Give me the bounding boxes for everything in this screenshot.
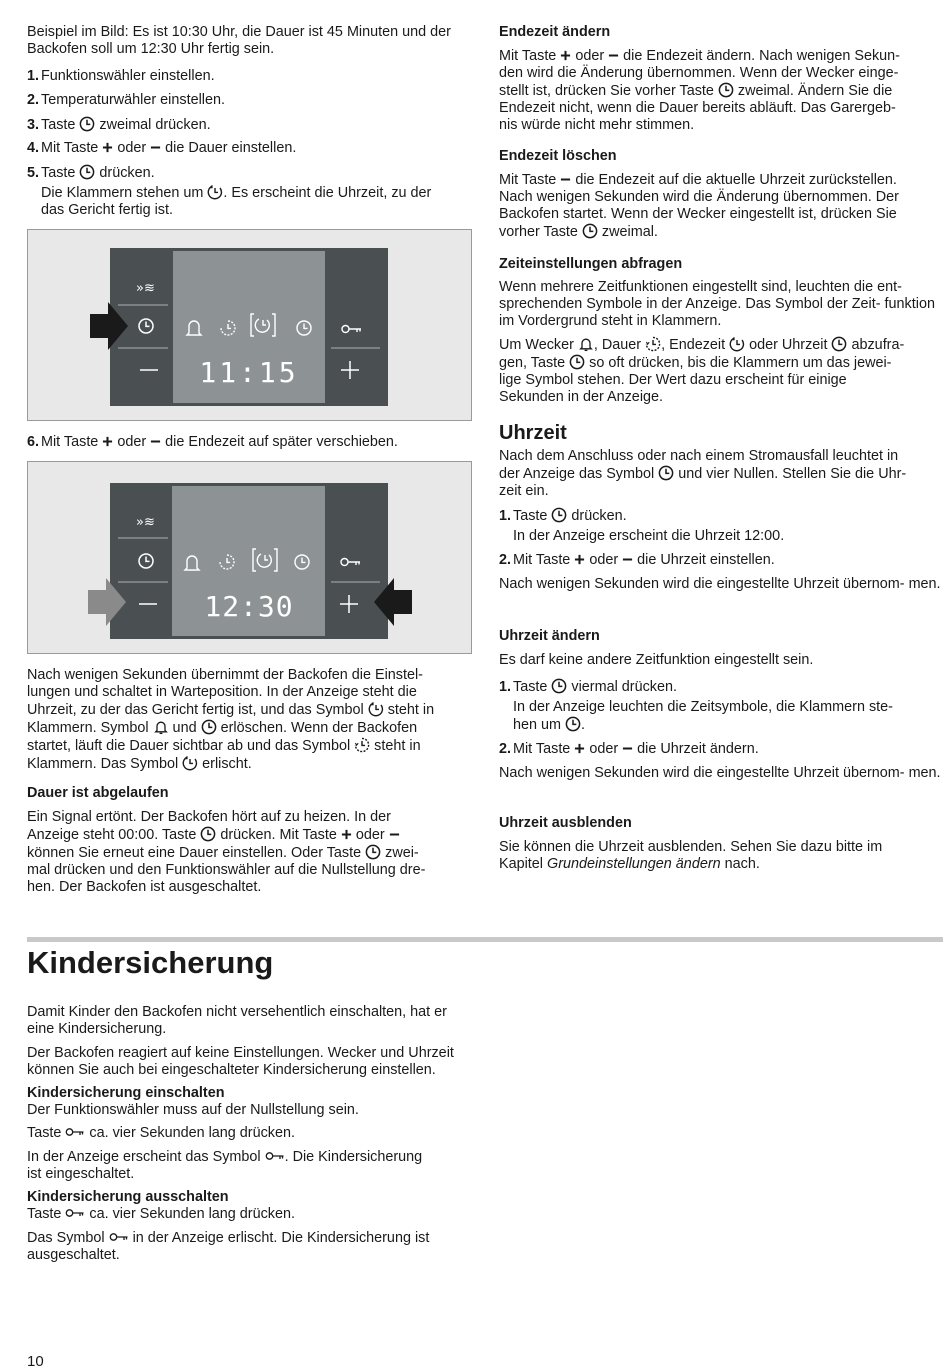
text: viermal drücken. <box>567 679 677 695</box>
section-title: Uhrzeit <box>499 422 567 444</box>
text: erlöschen. Wenn der Backofen <box>216 720 418 736</box>
uhrzeit-section <box>499 421 945 593</box>
plus-icon <box>574 743 585 754</box>
step-subtext: Die Klammern stehen um <box>41 185 208 201</box>
end-time-icon <box>207 184 223 200</box>
section-heading: Endezeit löschen <box>499 148 617 164</box>
text-line <box>27 1230 473 1247</box>
text-line: nis würde nicht mehr stimmen. <box>499 117 695 133</box>
text-line: lungen und schaltet in Warteposition. In der Anzeige steht die <box>27 684 417 700</box>
step-6 <box>27 434 473 451</box>
text: drücken. Mit Taste <box>216 827 341 843</box>
minus-icon <box>150 436 161 447</box>
section-heading: Endezeit ändern <box>499 24 611 40</box>
section-heading: Dauer ist abgelaufen <box>27 785 169 801</box>
text: nach. <box>720 856 760 872</box>
text-line: Endezeit nicht, wenn die Dauer bereits abläuft. Das Garergeb- <box>499 100 896 116</box>
step-text: oder <box>113 434 151 450</box>
text-line: Nach wenigen Sekunden wird die Änderung übernommen. Der <box>499 189 899 205</box>
text-line <box>27 737 473 755</box>
text-line <box>27 844 473 862</box>
text: oder <box>585 741 623 757</box>
end-time-icon <box>729 336 745 352</box>
text: Um Wecker <box>499 337 578 353</box>
step-5 <box>27 164 155 182</box>
text: so oft drücken, bis die Klammern um das jewei- <box>585 355 892 371</box>
minus-icon <box>389 829 400 840</box>
clock-icon <box>201 719 217 735</box>
step-number: 6. <box>27 434 40 450</box>
text: und <box>168 720 201 736</box>
text-paragraph: Damit Kinder den Backofen nicht versehentlich einschalten, hat er eine Kindersicherung. <box>27 1004 447 1037</box>
text: Mit Taste <box>499 48 561 64</box>
text: oder <box>571 48 609 64</box>
zeit-abfragen-section <box>499 256 945 406</box>
endezeit-loeschen-section <box>499 148 945 241</box>
step-number: 4. <box>27 140 40 156</box>
text: Anzeige steht 00:00. Taste <box>27 827 201 843</box>
kindersicherung-section <box>27 1004 473 1264</box>
text: , Endezeit <box>661 337 730 353</box>
key-icon <box>265 1150 285 1162</box>
section-heading: Uhrzeit ausblenden <box>499 815 632 831</box>
text-line <box>499 354 945 372</box>
step-subtext: In der Anzeige leuchten die Zeitsymbole, die Klammern ste- <box>513 699 893 715</box>
text-paragraph: Der Backofen reagiert auf keine Einstellungen. Wecker und Uhrzeit können Sie auch bei eingeschalteter Kindersicherung einstellen. <box>27 1045 454 1078</box>
text-line: Backofen startet. Wenn der Wecker eingestellt ist, drücken Sie <box>499 206 897 222</box>
text: steht in <box>370 738 421 754</box>
text: , Dauer <box>593 337 646 353</box>
text-line <box>499 223 945 241</box>
step-text: drücken. <box>95 165 155 181</box>
text: In der Anzeige erscheint das Symbol <box>27 1149 265 1165</box>
chapter-title: Kindersicherung <box>27 945 274 980</box>
text: zweimal. <box>597 224 658 240</box>
text-line <box>27 1125 473 1142</box>
steam-icon: »≋ <box>136 515 155 530</box>
text-line <box>27 826 473 844</box>
text: zwei- <box>381 845 419 861</box>
duration-icon <box>645 336 661 352</box>
text-line <box>27 719 473 737</box>
plus-icon <box>102 142 113 153</box>
step-number: 3. <box>27 117 40 133</box>
text-line <box>499 856 945 873</box>
text: Kapitel <box>499 856 547 872</box>
clock-icon <box>551 507 567 523</box>
clock-icon <box>200 826 216 842</box>
panel-graphic <box>28 462 471 653</box>
minus-icon <box>622 554 633 565</box>
text-line <box>27 1149 473 1166</box>
clock-icon <box>79 116 95 132</box>
clock-icon <box>718 82 734 98</box>
step-4 <box>27 140 296 157</box>
text-line <box>27 1206 473 1223</box>
clock-icon <box>365 844 381 860</box>
uhrzeit-ausblenden-section <box>499 815 945 873</box>
text: gen, Taste <box>499 355 570 371</box>
text: die Uhrzeit ändern. <box>633 741 759 757</box>
text: Klammern. Symbol <box>27 720 153 736</box>
text-line: Der Funktionswähler muss auf der Nullstellung sein. <box>27 1102 359 1118</box>
step-number: 1. <box>499 679 512 695</box>
key-icon <box>65 1126 85 1138</box>
text: Taste <box>513 508 552 524</box>
text-line: zeit ein. <box>499 483 549 499</box>
text: Das Symbol <box>27 1230 109 1246</box>
intro-text: Beispiel im Bild: Es ist 10:30 Uhr, die Dauer ist 45 Minuten und der Backofen soll um 12:30 Uhr fertig sein. <box>27 24 451 57</box>
step-number: 5. <box>27 165 40 181</box>
step-number: 1. <box>27 68 40 84</box>
text: die Uhrzeit einstellen. <box>633 552 775 568</box>
step-text: Taste <box>41 117 80 133</box>
step-number: 1. <box>499 508 512 524</box>
clock-icon <box>582 223 598 239</box>
step-subtext <box>499 716 945 734</box>
text: ca. vier Sekunden lang drücken. <box>85 1125 295 1141</box>
clock-icon <box>831 336 847 352</box>
section-heading: Zeiteinstellungen abfragen <box>499 256 683 272</box>
text: der Anzeige das Symbol <box>499 466 659 482</box>
text-line <box>27 755 473 773</box>
text: Klammern. Das Symbol <box>27 756 183 772</box>
text: Uhrzeit, zu der das Gericht fertig ist, und das Symbol <box>27 702 368 718</box>
key-icon <box>65 1207 85 1219</box>
minus-icon <box>150 142 161 153</box>
text-line <box>499 336 945 354</box>
step-subtext: In der Anzeige erscheint die Uhrzeit 12:00. <box>513 528 785 544</box>
end-time-icon <box>368 701 384 717</box>
text-line: Nach wenigen Sekunden übernimmt der Backofen die Einstel- <box>27 667 423 683</box>
step-text: Mit Taste <box>41 140 103 156</box>
text: und vier Nullen. Stellen Sie die Uhr- <box>674 466 907 482</box>
text: startet, läuft die Dauer sichtbar ab und das Symbol <box>27 738 355 754</box>
text: oder <box>351 827 389 843</box>
text: ca. vier Sekunden lang drücken. <box>85 1206 295 1222</box>
step-text: Funktionswähler einstellen. <box>41 68 215 84</box>
text-line: ist eingeschaltet. <box>27 1166 135 1182</box>
text: . <box>581 717 585 733</box>
clock-icon <box>565 716 581 732</box>
text: . Die Kindersicherung <box>284 1149 423 1165</box>
step-subtext: das Gericht fertig ist. <box>41 202 173 218</box>
text: Mit Taste <box>513 741 575 757</box>
plus-icon <box>341 829 352 840</box>
text-line: Sie können die Uhrzeit ausblenden. Sehen Sie dazu bitte im <box>499 839 883 855</box>
control-panel-illustration-2 <box>27 461 472 654</box>
section-divider <box>27 937 943 942</box>
text: stellt ist, drücken Sie vorher Taste <box>499 83 718 99</box>
minus-icon <box>560 174 571 185</box>
panel-graphic <box>28 230 471 420</box>
steam-icon: »≋ <box>136 281 155 296</box>
minus-icon <box>608 50 619 61</box>
clock-icon <box>658 465 674 481</box>
end-time-icon <box>182 755 198 771</box>
text-paragraph: Nach wenigen Sekunden wird die eingestellte Uhrzeit übernom- men. <box>499 765 941 781</box>
text: in der Anzeige erlischt. Die Kindersicherung ist <box>128 1230 430 1246</box>
text: abzufra- <box>847 337 905 353</box>
text-line: Es darf keine andere Zeitfunktion eingestellt sein. <box>499 652 814 668</box>
step-2 <box>27 92 225 109</box>
text-line: Nach dem Anschluss oder nach einem Stromausfall leuchtet in <box>499 448 899 464</box>
text: oder <box>585 552 623 568</box>
step-2 <box>499 552 945 569</box>
plus-icon <box>560 50 571 61</box>
step-5-sub <box>27 184 431 219</box>
text: Taste <box>513 679 552 695</box>
text-paragraph: Nach wenigen Sekunden wird die eingestellte Uhrzeit übernom- men. <box>499 576 941 592</box>
step-text: Temperaturwähler einstellen. <box>41 92 225 108</box>
kindersicherung-title <box>27 945 627 981</box>
text-line <box>27 701 473 719</box>
text: die Endezeit ändern. Nach wenigen Sekun- <box>619 48 900 64</box>
plus-icon <box>102 436 113 447</box>
text-line <box>499 48 945 65</box>
step-text: Mit Taste <box>41 434 103 450</box>
text-line: mal drücken und den Funktionswähler auf die Nullstellung dre- <box>27 862 426 878</box>
page-number: 10 <box>27 1353 44 1370</box>
text-line <box>499 465 945 483</box>
step-1 <box>499 678 945 696</box>
step-1 <box>27 68 215 85</box>
after-settings-paragraph <box>27 667 473 773</box>
step-number: 2. <box>499 741 512 757</box>
step-number: 2. <box>499 552 512 568</box>
display-time: 11:15 <box>199 356 299 389</box>
step-3 <box>27 116 211 134</box>
chapter-reference: Grundeinstellungen ändern <box>547 856 721 872</box>
text-line <box>499 82 945 100</box>
step-2 <box>499 741 945 758</box>
step-subtext: . Es erscheint die Uhrzeit, zu der <box>223 185 432 201</box>
text-line: den wird die Änderung übernommen. Wenn der Wecker einge- <box>499 65 899 81</box>
duration-icon <box>354 737 370 753</box>
step-text: die Endezeit auf später verschieben. <box>161 434 398 450</box>
step-text: die Dauer einstellen. <box>161 140 297 156</box>
text: vorher Taste <box>499 224 582 240</box>
text: Taste <box>27 1206 66 1222</box>
uhrzeit-aendern-section <box>499 628 945 782</box>
step-text: oder <box>113 140 151 156</box>
step-text: zweimal drücken. <box>95 117 211 133</box>
section-heading: Kindersicherung ausschalten <box>27 1189 229 1205</box>
intro-paragraph <box>27 24 473 58</box>
text: zweimal. Ändern Sie die <box>733 83 893 99</box>
endezeit-aendern-section <box>499 24 945 134</box>
dauer-section <box>27 785 473 896</box>
bell-icon <box>153 719 169 735</box>
text-line: hen. Der Backofen ist ausgeschaltet. <box>27 879 262 895</box>
text-line: ausgeschaltet. <box>27 1247 120 1263</box>
text: hen um <box>513 717 565 733</box>
text: erlischt. <box>198 756 252 772</box>
clock-icon <box>79 164 95 180</box>
plus-icon <box>574 554 585 565</box>
text: die Endezeit auf die aktuelle Uhrzeit zurückstellen. <box>571 172 897 188</box>
step-text: Taste <box>41 165 80 181</box>
text: oder Uhrzeit <box>745 337 832 353</box>
display-time: 12:30 <box>204 590 294 623</box>
minus-icon <box>622 743 633 754</box>
text-line: lige Symbol stehen. Der Wert dazu erscheint für einige <box>499 372 847 388</box>
text: können Sie erneut eine Dauer einstellen. Oder Taste <box>27 845 366 861</box>
key-icon <box>109 1231 129 1243</box>
clock-icon <box>569 354 585 370</box>
text-line: Ein Signal ertönt. Der Backofen hört auf zu heizen. In der <box>27 809 391 825</box>
text-line: Sekunden in der Anzeige. <box>499 389 664 405</box>
bell-icon <box>578 336 594 352</box>
text: steht in <box>383 702 435 718</box>
text: drücken. <box>567 508 627 524</box>
step-1 <box>499 507 945 525</box>
text-line <box>499 172 945 189</box>
text: Mit Taste <box>513 552 575 568</box>
text: Taste <box>27 1125 66 1141</box>
step-number: 2. <box>27 92 40 108</box>
text: Mit Taste <box>499 172 561 188</box>
control-panel-illustration-1 <box>27 229 472 421</box>
section-heading: Kindersicherung einschalten <box>27 1085 225 1101</box>
clock-icon <box>551 678 567 694</box>
section-heading: Uhrzeit ändern <box>499 628 600 644</box>
text-paragraph: Wenn mehrere Zeitfunktionen eingestellt sind, leuchten die ent- sprechenden Symbole in der Anzeige. Das Symbol der Zeit- funktion im Vordergrund steht in Klammern. <box>499 279 935 329</box>
